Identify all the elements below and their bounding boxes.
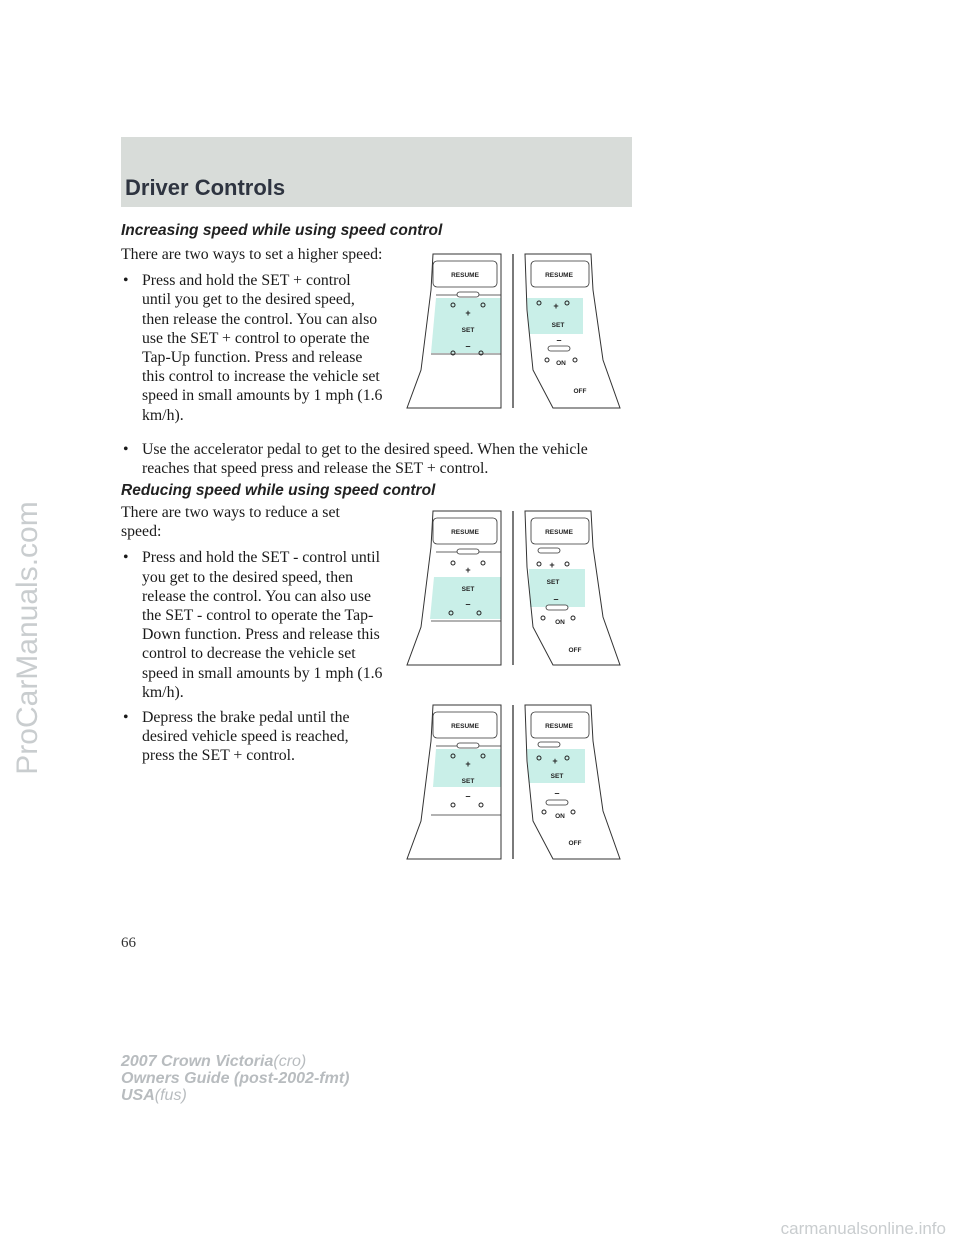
section-intro: There are two ways to reduce a set speed: <box>121 504 340 541</box>
header-band <box>121 137 632 207</box>
section-intro: There are two ways to set a higher speed: <box>121 246 383 263</box>
bullet-dot: • <box>123 272 129 290</box>
speed-control-diagram-increase <box>403 250 623 410</box>
bullet-dot: • <box>123 549 129 567</box>
speed-control-diagram-set <box>403 701 623 861</box>
bullet-dot: • <box>123 709 129 727</box>
set-label: SET <box>461 778 475 785</box>
minus-label: – <box>556 335 562 345</box>
plus-label: + <box>465 308 471 318</box>
on-label: ON <box>556 360 566 367</box>
off-label: OFF <box>573 388 587 395</box>
page-number: 66 <box>121 935 136 951</box>
off-label: OFF <box>568 647 582 654</box>
resume-label: RESUME <box>545 529 573 536</box>
speed-control-diagram-decrease <box>403 507 623 667</box>
section-heading-increasing: Increasing speed while using speed control <box>121 222 443 239</box>
resume-label: RESUME <box>451 529 479 536</box>
resume-label: RESUME <box>545 272 573 279</box>
resume-label: RESUME <box>451 723 479 730</box>
list-item <box>121 548 383 702</box>
footer-model-code: (cro) <box>273 1053 307 1070</box>
footer-region-code: (fus) <box>154 1087 187 1104</box>
highlight-left <box>430 577 501 619</box>
footer-region: USA <box>121 1087 155 1104</box>
page-title: Driver Controls <box>125 175 286 200</box>
section-reducing-body <box>121 503 383 772</box>
plus-label: + <box>552 756 558 766</box>
plus-label: + <box>553 301 559 311</box>
off-label: OFF <box>568 840 582 847</box>
footer-line <box>121 1053 349 1070</box>
set-label: SET <box>461 586 475 593</box>
set-label: SET <box>551 322 565 329</box>
bullet-text: Press and hold the SET + control until you get to the desired speed, then release the control. You can also use the SET + control to operate the Tap-Up function. Press and release this control to increase the vehicle set speed in small amounts by 1 mph (1.6 km/h). <box>142 272 383 424</box>
footer <box>121 1053 349 1104</box>
bullet-dot: • <box>123 441 129 458</box>
set-label: SET <box>550 773 564 780</box>
set-label: SET <box>546 579 560 586</box>
bullet-text: Press and hold the SET - control until you get to the desired speed, then release the control. You can also use the SET - control to operate the Tap-Down function. Press and release this control to decrease the vehicle set speed in small amounts by 1 mph (1.6 km/h). <box>142 549 383 701</box>
minus-label: – <box>465 341 471 351</box>
minus-label: – <box>554 788 560 798</box>
footer-line <box>121 1087 349 1104</box>
footer-model: 2007 Crown Victoria <box>121 1053 274 1070</box>
set-label: SET <box>461 327 475 334</box>
resume-label: RESUME <box>451 272 479 279</box>
list-item <box>121 271 383 425</box>
on-label: ON <box>555 619 565 626</box>
minus-label: – <box>465 791 471 801</box>
section-heading-reducing: Reducing speed while using speed control <box>121 482 436 499</box>
plus-label: + <box>465 565 471 575</box>
bullet-text: Depress the brake pedal until the desired vehicle speed is reached, press the SET + control. <box>142 709 350 765</box>
list-item <box>121 708 383 766</box>
bullet-text: Use the accelerator pedal to get to the desired speed. When the vehicle reaches that speed press and release the SET + control. <box>142 441 588 478</box>
plus-label: + <box>465 759 471 769</box>
section-increasing-body <box>121 245 383 431</box>
footer-line <box>121 1070 349 1087</box>
section-increasing-body-cont <box>121 440 601 484</box>
minus-label: – <box>553 594 559 604</box>
minus-label: – <box>465 599 471 609</box>
resume-label: RESUME <box>545 723 573 730</box>
plus-label: + <box>549 560 555 570</box>
watermark-side: ProCarManuals.com <box>11 501 44 775</box>
on-label: ON <box>555 813 565 820</box>
list-item <box>121 440 601 478</box>
watermark-bottom: carmanualsonline.info <box>780 1219 946 1238</box>
footer-guide: Owners Guide (post-2002-fmt) <box>121 1070 350 1087</box>
